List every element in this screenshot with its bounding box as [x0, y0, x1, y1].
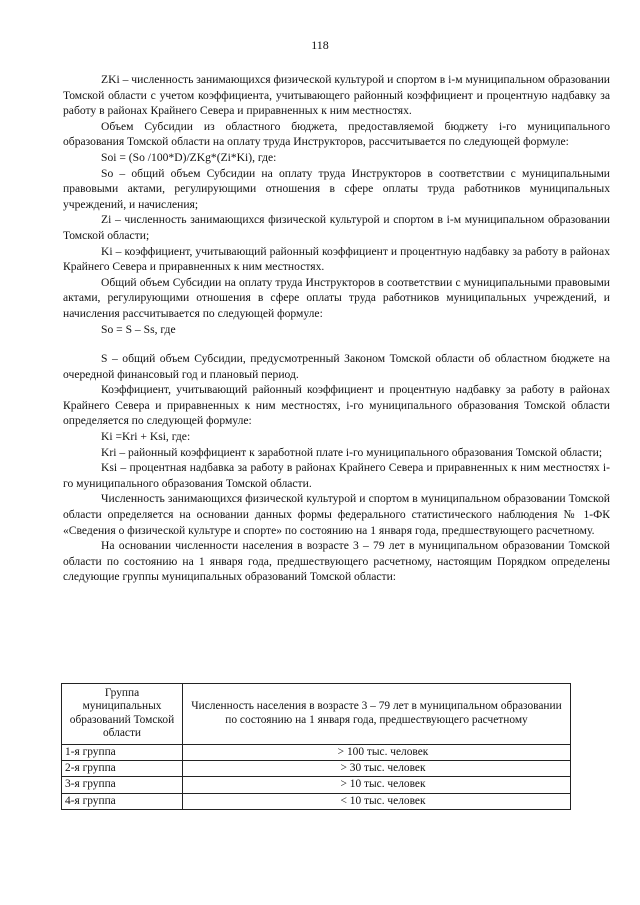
paragraph-groups-intro: На основании численности населения в возрасте 3 – 79 лет в муниципальном образовании Томской области по состоянию на 1 января года, предшествующего расчетному, настоящим Порядком определены следующие группы муниципальных образований Томской области:	[63, 539, 610, 584]
table-row	[62, 777, 571, 793]
formula-ki: Ki =Kri + Ksi, где:	[101, 430, 191, 444]
cell-population: > 100 тыс. человек	[183, 744, 571, 760]
table-row	[62, 744, 571, 760]
paragraph-ki-definition: Ki – коэффициент, учитывающий районный коэффициент и процентную надбавку за работу в районах Крайнего Севера и приравненных к ним местностях.	[63, 244, 610, 274]
formula-so: So = S – Ss, где	[101, 322, 176, 336]
formula-soi: Soi = (So /100*D)/ZKg*(Zi*Ki), где:	[101, 150, 277, 164]
table-row	[62, 761, 571, 777]
paragraph-total-subsidy-intro: Общий объем Субсидии на оплату труда Инструкторов в соответствии с муниципальными правовыми актами, регулирующими отношения в сфере оплаты труда работников муниципальных учреждений, и начисления рассчитывается по следующей формуле:	[63, 275, 610, 320]
paragraph-s-definition: S – общий объем Субсидии, предусмотренный Законом Томской области об областном бюджете на очередной финансовый год и плановый период.	[63, 352, 610, 381]
paragraph-zi-definition: Zi – численность занимающихся физической культурой и спортом в i-м муниципальном образовании Томской области;	[63, 213, 610, 242]
table-header-row	[62, 684, 571, 745]
cell-group: 4-я группа	[62, 793, 183, 809]
groups-table	[61, 683, 571, 810]
cell-population: > 30 тыс. человек	[183, 761, 571, 777]
cell-group: 2-я группа	[62, 761, 183, 777]
page-number: 118	[311, 38, 329, 52]
document-body	[63, 72, 610, 585]
paragraph-zki-definition: ZKi – численность занимающихся физической культурой и спортом в i-м муниципальном образовании Томской области с учетом коэффициента, учитывающего районный коэффициент и процентную надбавку за работу в районах Крайнего Севера и приравненных к ним местностях.	[63, 73, 610, 118]
cell-population: > 10 тыс. человек	[183, 777, 571, 793]
table-row	[62, 793, 571, 809]
paragraph-ksi-definition: Ksi – процентная надбавка за работу в районах Крайнего Севера и приравненных к ним местностях i-го муниципального образования Томской области.	[63, 461, 610, 490]
cell-group: 3-я группа	[62, 777, 183, 793]
cell-group: 1-я группа	[62, 744, 183, 760]
column-header-group: Группа муниципальных образований Томской области	[62, 684, 183, 745]
paragraph-so-definition: So – общий объем Субсидии на оплату труда Инструкторов в соответствии с муниципальными правовыми актами, регулирующими отношения в сфере оплаты труда работников муниципальных учреждений, и начисления;	[63, 166, 610, 211]
paragraph-population-source: Численность занимающихся физической культурой и спортом в муниципальном образовании Томской области определяется на основании данных формы федерального статистического наблюдения № 1-ФК «Сведения о физической культуре и спорте» по состоянию на 1 января года, предшествующего расчетному.	[63, 492, 610, 537]
paragraph-kri-definition: Kri – районный коэффициент к заработной плате i-го муниципального образования Томской области;	[101, 445, 603, 459]
cell-population: < 10 тыс. человек	[183, 793, 571, 809]
paragraph-subsidy-volume-intro: Объем Субсидии из областного бюджета, предоставляемой бюджету i-го муниципального образования Томской области на оплату труда Инструкторов, рассчитывается по следующей формуле:	[63, 119, 610, 149]
paragraph-coefficient-intro: Коэффициент, учитывающий районный коэффициент и процентную надбавку за работу в районах Крайнего Севера и приравненных к ним местностях, i-го муниципального образования Томской области определяется по следующей формуле:	[63, 383, 610, 428]
column-header-population: Численность населения в возрасте 3 – 79 лет в муниципальном образовании по состоянию на 1 января года, предшествующего расчетному	[183, 684, 571, 745]
